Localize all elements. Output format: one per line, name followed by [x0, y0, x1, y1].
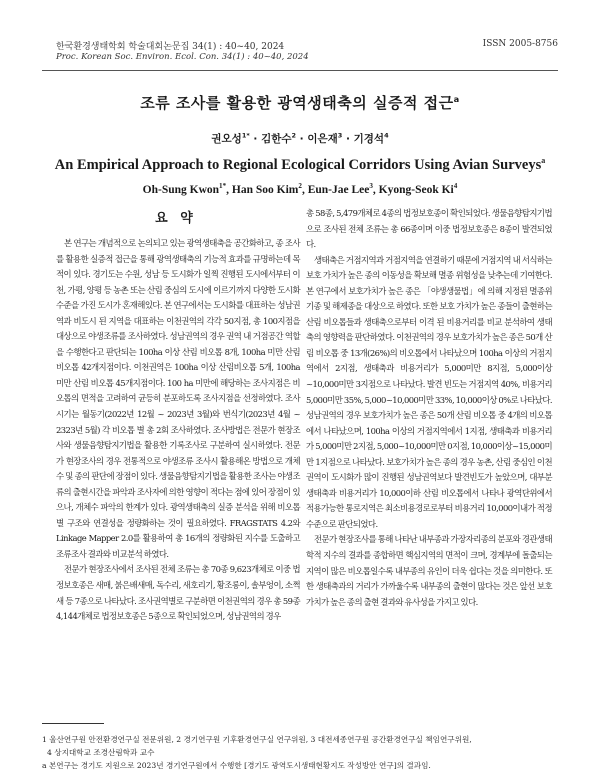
author-name: Kyong-Seok Ki: [378, 184, 454, 196]
issn: ISSN 2005-8756: [482, 39, 558, 49]
title-english-mark: a: [541, 156, 546, 166]
authors-english: Oh-Sung Kwon$^{1*}$, Han Soo Kim$^2$, Eun-Jae Lee$^3$, Kyong-Seok Ki$^4$: [142, 182, 458, 196]
author-name: 이은재: [307, 133, 338, 145]
abstract-heading: 요 약: [155, 211, 197, 226]
author-affiliation-mark: 4: [453, 182, 458, 191]
author-name: Oh-Sung Kwon: [142, 184, 220, 196]
author-affiliation-mark: 1*: [241, 131, 250, 140]
footnote-rule: [42, 723, 104, 724]
header-rule: [42, 70, 558, 71]
author-affiliation-mark: 1*: [219, 182, 227, 191]
abstract-right-column: [306, 206, 552, 610]
title-english: [0, 157, 600, 174]
authors-korean: 권오성$^{1*}$ · 김한수$^2$ · 이은재$^3$ · 기경석$^4$: [211, 131, 389, 145]
title-korean-text: 조류 조사를 활용한 광역생태축의 실증적 접근: [140, 94, 454, 112]
author-name: Eun-Jae Lee: [307, 184, 370, 196]
journal-citation-ko: 한국환경생태학회 학술대회논문집 34(1) : 40~40, 2024: [56, 42, 285, 52]
author-affiliation-mark: 2: [298, 182, 302, 191]
title-korean-mark: a: [453, 94, 460, 104]
footnote-funding: a 본연구는 경기도 지원으로 2023년 경기연구원에서 수행한 [경기도 광역도시생태현황지도 작성방안 연구]의 결과임.: [42, 761, 431, 771]
footnote-affiliations: 1 울산연구원 안전환경연구실 전문위원, 2 경기연구원 기후환경연구실 연구위원, 3 대전세종연구원 공간환경연구실 책임연구위원,: [42, 735, 472, 744]
author-name: 기경석: [353, 133, 385, 145]
footnote-affiliations-cont: 4 상지대학교 조경산림학과 교수: [47, 748, 155, 758]
abstract-paragraph: 본 연구는 개념적으로 논의되고 있는 광역생태축을 공간화하고, 종 조사를 활용한 실증적 접근을 통해 광역생태축의 기능적 효과를 규명하는데 목적이 있다. 경기도는 수원, 성남 등 도시화가 일찍 진행된 도시에서부터 이천, 가평, 양평 등 농촌 또는 산림 중심의 도시에 이르기까지 다양한 도시화 수준을 가진 도시가 혼재해있다. 본 연구에서는 도시화를 대표하는 성남권역과 비도시 된 지역을 대표하는 이천권역의 각각 50지점, 총 100지점을 대상으로 야생조류를 조사하였다. 성남권역의 경우 권역 내 거점공간 역할을 수행한다고 판단되는 100ha 이상 산림 비오톱 8개, 100ha 미만 산림 비오톱 42개지점이다. 이천권역은 100ha 이상 산림비오톱 5개, 100ha 미만 산림 비오톱 45개지점이다. 100 ha 미만에 해당하는 조사지점은 비오톱의 면적을 고려하여 균등히 분포하도록 조사지점을 선정하였다. 조사시기는 월동기(2022년 12월 ~ 2023년 3월)와 번식기(2023년 4월 ~ 2323년 5월) 각 비오톱 별 총 2회 조사하였다. 조사방법은 전문가 현장조사와 생물음향탐지기법을 활용한 기록조사로 구분하여 실시하였다. 전문가 현장조사의 경우 전통적으로 야생조류 조사시 활용해온 방법으로 개체수 및 종의 판단에 장점이 있다. 생물음향탐지기법을 활용한 조사는 야생조류의 출현시간을 파악과 조사자에 의한 영향이 적다는 점에 있어 장점이 있으나, 개체수 파악의 한계가 있다. 광역생태축의 실증 분석을 위해 비오톱별 구조와 연결성을 정량화하는 것이 필요하였다. FRAGSTATS 4.2와 Linkage Mapper 2.0를 활용하여 총 16개의 정량화된 지수를 도출하고 조류조사 결과와 비교분석 하였다.: [56, 238, 300, 559]
author-name: 김한수: [261, 133, 292, 145]
author-affiliation-mark: 2: [291, 131, 297, 140]
author-affiliation-mark: 3: [337, 131, 343, 140]
footnotes: [42, 733, 558, 773]
title-korean: [0, 92, 600, 113]
journal-citation-en: Proc. Korean Soc. Environ. Ecol. Con. 34(1) : 40~40, 2024: [56, 52, 309, 62]
author-affiliation-mark: 4: [384, 131, 389, 140]
abstract-paragraph: 생태축은 거점지역과 거점지역을 연결하기 때문에 거점지역 내 서식하는 보호 가치가 높은 종의 이동성을 확보해 멸종 위험성을 낮추는데 기여한다. 본 연구에서 보호가치가 높은 종은 「야생생물법」에 의해 지정된 멸종위기종 및 해제종을 대상으로 하였다. 또한 보호 가치가 높은 종들이 출현하는 산림 비오톱들과 생태축으로부터 이격 된 비용거리를 비교 분석하여 생태축의 영향력을 판단하였다. 이천권역의 경우 보호가치가 높은 종은 50개 산림 비오톱 중 13개(26%)의 비오톱에서 나타났으며 100ha 이상의 거점지역에서 2지점, 생태축과 비용거리가 5,000미만 8지점, 5,000이상 ~10,000미만 3지점으로 나타났다. 발견 빈도는 거점지역 40%, 비용거리 5,000미만 35%, 5,000~10,000미만 33%, 10,000이상 0%로 나타났다. 성남권역의 경우 보호가치가 높은 종은 50개 산림 비오톱 중 4개의 비오톱에서 나타났으며, 100ha 이상의 거점지역에서 1지점, 생태축과 비용거리가 5,000미만 2지점, 5,000~10,000미만 0지점, 10,000이상~15,000미만 1지점으로 나타났다. 보호가치가 높은 종의 경우 농촌, 산림 중심인 이천권역이 도시화가 많이 진행된 성남권역보다 발견빈도가 높았으며, 대부분 생태축과 비용거리가 10,000이하 산림 비오톱에서 나타나 광역단위에서 적용가능한 통로지역은 최소비용경로로부터 비용거리 10,000이내가 적정수준으로 판단되었다.: [306, 254, 552, 529]
author-name: 권오성: [211, 133, 242, 145]
title-english-text: An Empirical Approach to Regional Ecological Corridors Using Avian Surveys: [54, 157, 542, 173]
abstract-paragraph: 전문가 현장조사를 통해 나타난 내부종과 가장자리종의 분포와 경관생태학적 지수의 결과를 종합하면 핵심지역의 면적이 크며, 경계부에 돌출되는 지역이 많은 비오톱일수록 내부종의 유인이 더욱 쉽다는 것을 의미한다. 또한 생태축과의 거리가 가까울수록 내부종의 출현이 많다는 것은 앞선 보호가치가 높은 종의 출현 결과와 유사성을 가지고 있다.: [306, 534, 552, 607]
author-name: Han Soo Kim: [231, 184, 299, 196]
abstract-paragraph: 전문가 현장조사에서 조사된 전체 조류는 총 70종 9,623개체로 이중 법정보호종은 새매, 붉은배새매, 독수리, 새호리기, 황조롱이, 솔부엉이, 소쩍새 등 7종으로 나타났다. 조사권역별로 구분하면 이천권역의 경우 총 59종 4,144개체로 법정보호종은 5종으로 확인되었으며, 성남권역의 경우: [56, 564, 300, 622]
abstract-left-column: [56, 236, 300, 625]
abstract-paragraph: 총 58종, 5,479개체로 4종의 법정보호종이 확인되었다. 생물음향탐지기법으로 조사된 전체 조류는 총 66종이며 이중 법정보호종은 8종이 발견되었다.: [306, 208, 552, 250]
author-affiliation-mark: 3: [369, 182, 373, 191]
running-header: [56, 39, 558, 52]
